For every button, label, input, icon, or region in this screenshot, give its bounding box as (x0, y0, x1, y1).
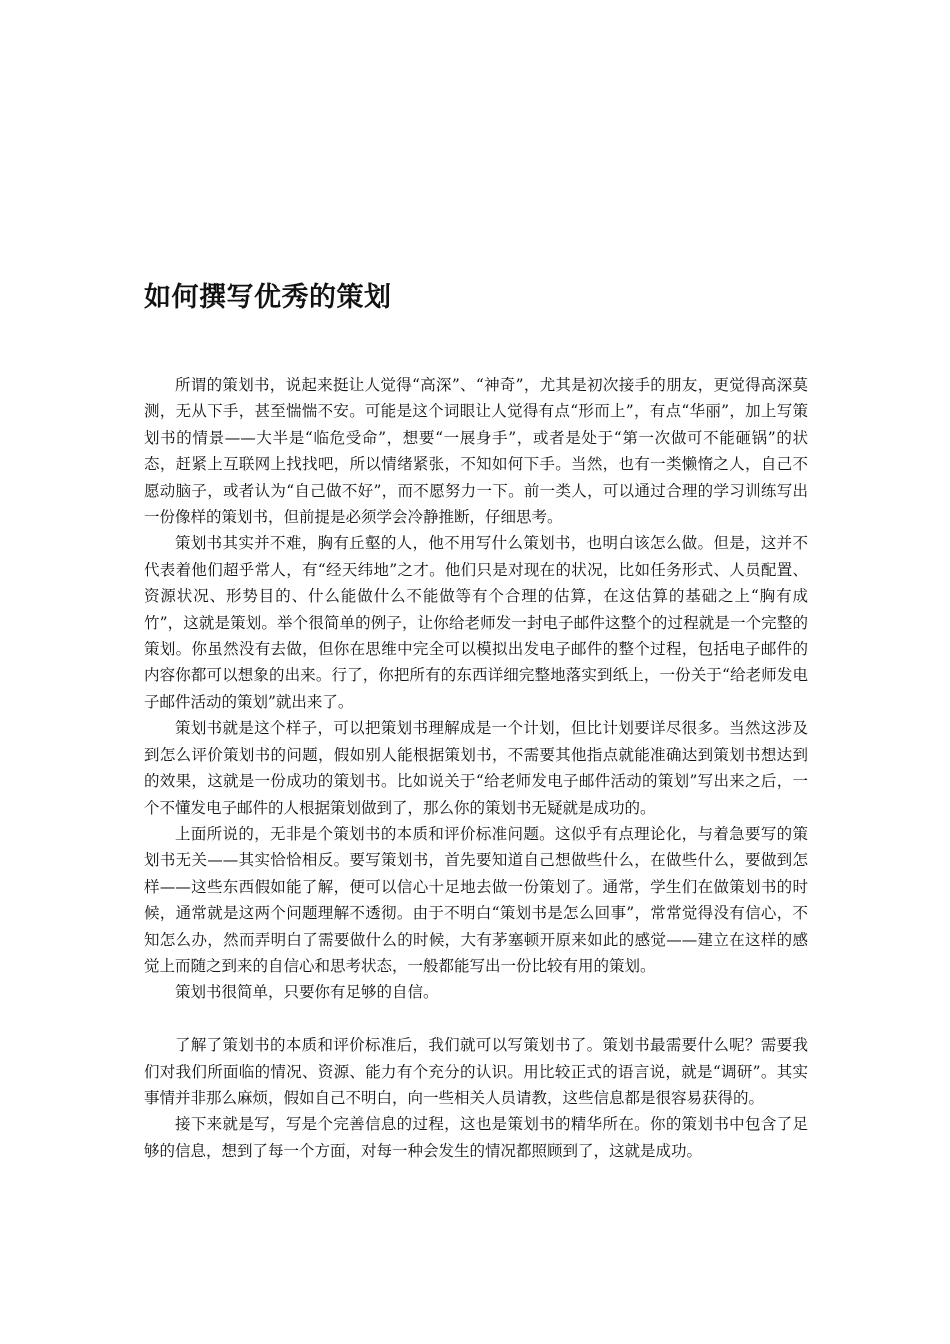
document-title: 如何撰写优秀的策划 (144, 282, 392, 313)
paragraph-2: 策划书其实并不难，胸有丘壑的人，他不用写什么策划书，也明白该怎么做。但是，这并不代表着他们超乎常人，有“经天纬地”之才。他们只是对现在的状况，比如任务形式、人员配置、资源状况、形势目的、什么能做什么不能做等有个合理的估算，在这估算的基础之上“胸有成竹”，这就是策划。举个很简单的例子，让你给老师发一封电子邮件这整个的过程就是一个完整的策划。你虽然没有去做，但你在思维中完全可以模拟出发电子邮件的整个过程，包括电子邮件的内容你都可以想象的出来。行了，你把所有的东西详细完整地落实到纸上，一份关于“给老师发电子邮件活动的策划”就出来了。 (144, 534, 808, 711)
paragraph-4: 上面所说的，无非是个策划书的本质和评价标准问题。这似乎有点理论化，与着急要写的策划书无关——其实恰恰相反。要写策划书，首先要知道自己想做些什么，在做些什么，要做到怎样——这些东西假如能了解，便可以信心十足地去做一份策划了。通常，学生们在做策划书的时候，通常就是这两个问题理解不透彻。由于不明白“策划书是怎么回事”，常常觉得没有信心，不知怎么办，然而弄明白了需要做什么的时候，大有茅塞顿开原来如此的感觉——建立在这样的感觉上而随之到来的自信心和思考状态，一般都能写出一份比较有用的策划。 (144, 824, 808, 975)
paragraph-7: 接下来就是写，写是个完善信息的过程，这也是策划书的精华所在。你的策划书中包含了足够的信息，想到了每一个方面，对每一种会发生的情况都照顾到了，这就是成功。 (144, 1115, 808, 1160)
document-body (144, 372, 808, 1164)
paragraph-gap (144, 1006, 808, 1032)
paragraph-6: 了解了策划书的本质和评价标准后，我们就可以写策划书了。策划书最需要什么呢？需要我们对我们所面临的情况、资源、能力有个充分的认识。用比较正式的语言说，就是“调研”。其实事情并非那么麻烦，假如自己不明白，向一些相关人员请教，这些信息都是很容易获得的。 (144, 1036, 808, 1107)
paragraph-1: 所谓的策划书，说起来挺让人觉得“高深”、“神奇”，尤其是初次接手的朋友，更觉得高深莫测，无从下手，甚至惴惴不安。可能是这个词眼让人觉得有点“形而上”，有点“华丽”，加上写策划书的情景——大半是“临危受命”，想要“一展身手”，或者是处于“第一次做可不能砸锅”的状态，赶紧上互联网上找找吧，所以情绪紧张，不知如何下手。当然，也有一类懒惰之人，自己不愿动脑子，或者认为“自己做不好”，而不愿努力一下。前一类人，可以通过合理的学习训练写出一份像样的策划书，但前提是必须学会冷静推断，仔细思考。 (144, 376, 808, 527)
paragraph-5: 策划书很简单，只要你有足够的自信。 (175, 983, 439, 1002)
paragraph-3: 策划书就是这个样子，可以把策划书理解成是一个计划，但比计划要详尽很多。当然这涉及到怎么评价策划书的问题，假如别人能根据策划书，不需要其他指点就能准确达到策划书想达到的效果，这就是一份成功的策划书。比如说关于“给老师发电子邮件活动的策划”写出来之后，一个不懂发电子邮件的人根据策划做到了，那么你的策划书无疑就是成功的。 (144, 719, 808, 817)
